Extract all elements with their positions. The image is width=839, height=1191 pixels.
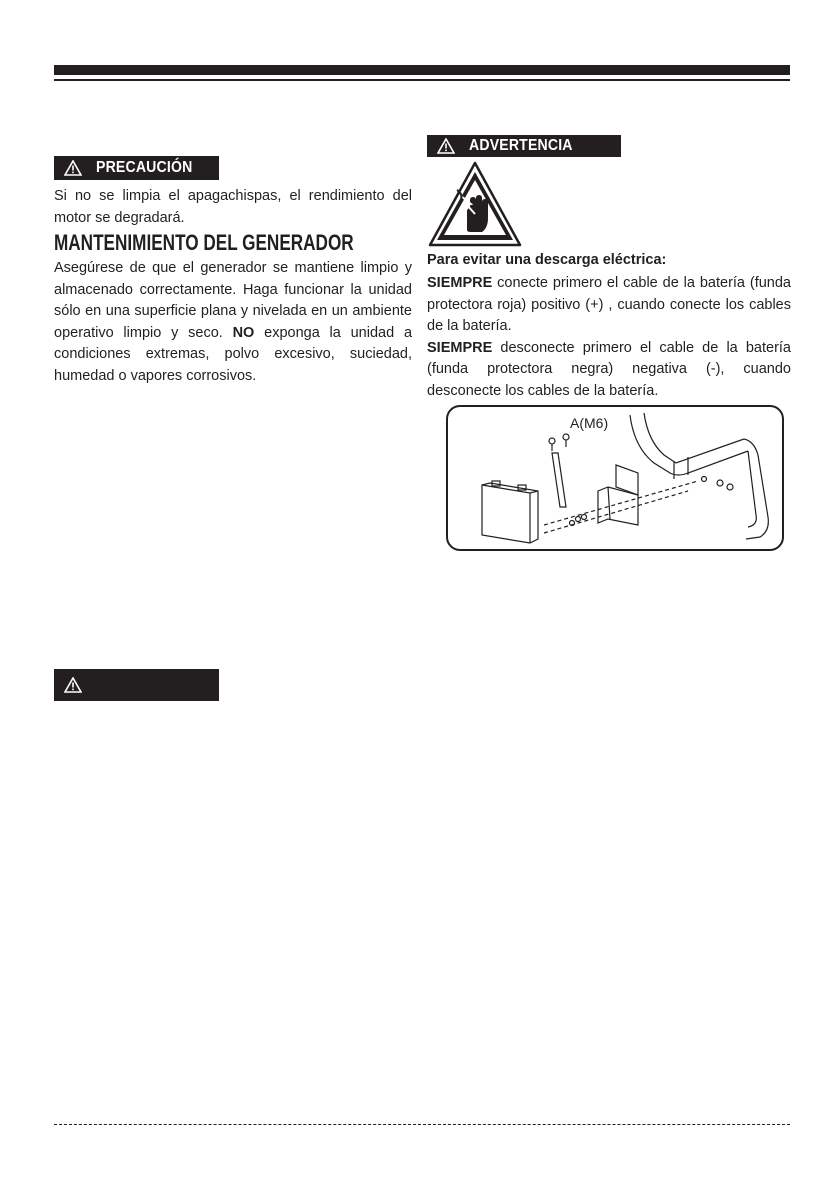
header-rule-thick <box>54 65 790 75</box>
always-disconnect-label: SIEMPRE <box>427 339 493 356</box>
always-connect-label: SIEMPRE <box>427 275 493 291</box>
header-rule-thin <box>54 79 790 81</box>
maintenance-no: NO <box>232 324 255 341</box>
shock-instructions <box>427 273 791 402</box>
figure-label-a-m6: A(M6) <box>570 415 609 431</box>
warning-triangle-icon <box>437 138 455 154</box>
maintenance-heading: MANTENIMIENTO DEL GENERADOR <box>54 230 354 255</box>
caution-label <box>54 156 219 180</box>
caution-label-text: PRECAUCIÓN <box>96 159 193 176</box>
connect-instruction: conecte primero el cable de la batería (funda protectora roja) positivo (+) , cuando conecte los cables de la batería. <box>427 275 791 334</box>
warning-triangle-icon <box>64 160 82 176</box>
battery-bracket-diagram <box>448 407 782 549</box>
disconnect-instruction: desconecte primero el cable de la batería (funda protectora negra) negativa (-), cuando desconecte los cables de la batería. <box>427 339 792 399</box>
warning-label-text: ADVERTENCIA <box>469 137 573 154</box>
footer-rule <box>54 1124 790 1125</box>
caution-text: Si no se limpia el apagachispas, el rendimiento del motor se degradará. <box>54 188 412 226</box>
maintenance-text <box>54 258 412 387</box>
maintenance-text-part2: exponga la unidad a condiciones extremas, polvo excesivo, suciedad, humedad o vapores corrosivos. <box>54 324 413 384</box>
warning-triangle-icon <box>64 677 82 693</box>
warning-label-empty <box>54 669 219 701</box>
maintenance-text-part1: Asegúrese de que el generador se mantiene limpio y almacenado correctamente. Haga funcionar la unidad sólo en una superficie plana y nivelada en un ambiente operativo limpio y seco. <box>54 260 412 341</box>
shock-heading: Para evitar una descarga eléctrica: <box>427 252 667 268</box>
battery-installation-figure <box>446 405 784 551</box>
electric-shock-hazard-icon <box>427 160 523 248</box>
warning-label <box>427 135 621 157</box>
